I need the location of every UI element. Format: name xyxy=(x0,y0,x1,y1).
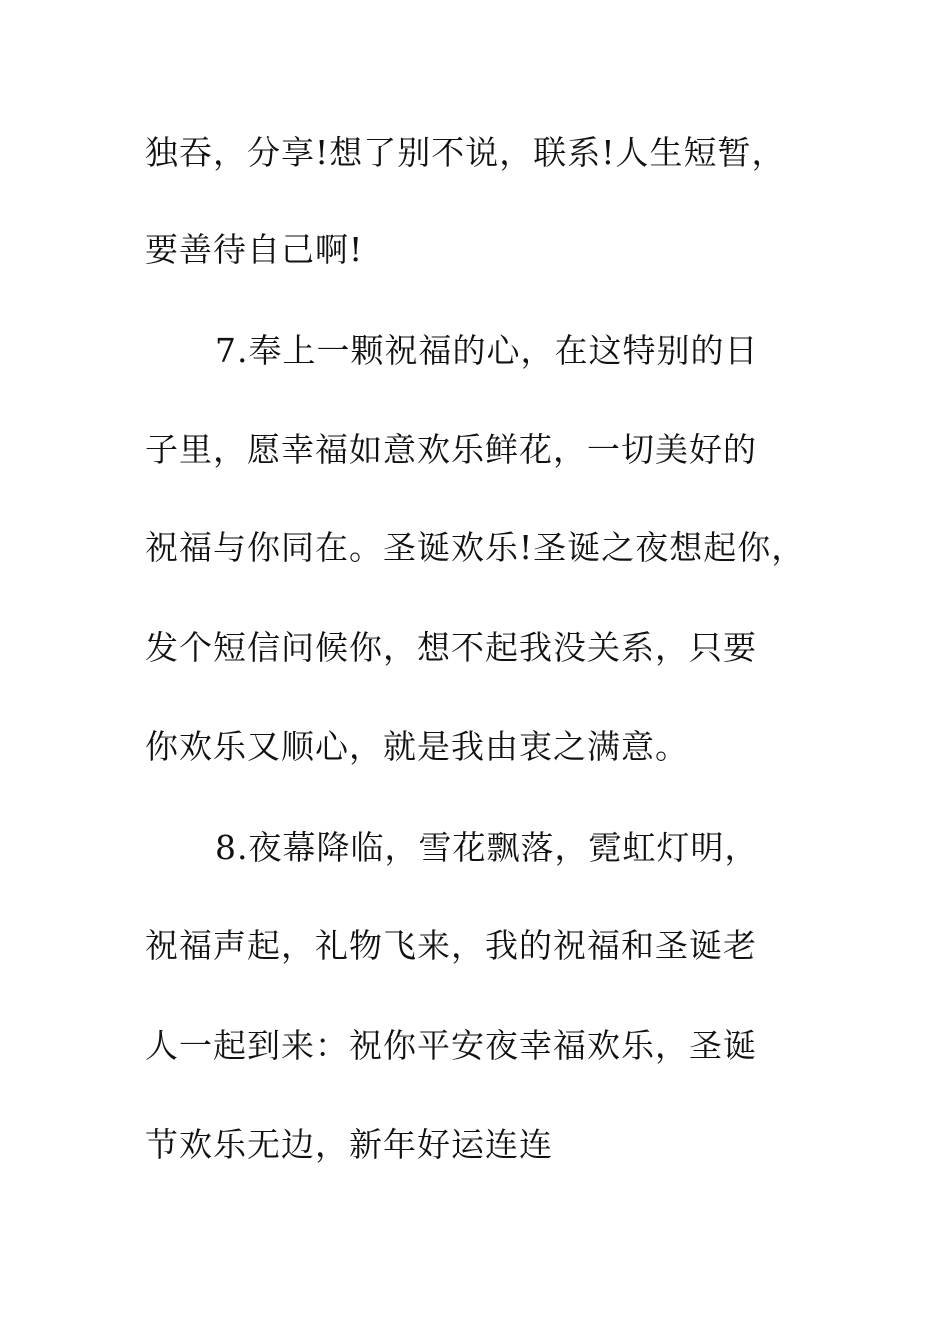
text-line: 子里，愿幸福如意欢乐鲜花，一切美好的 xyxy=(145,430,757,469)
text-line: 人一起到来：祝你平安夜幸福欢乐，圣诞 xyxy=(145,1026,757,1065)
text-line: 独吞，分享!想了别不说，联系!人生短暂， xyxy=(145,133,786,172)
text-line: 节欢乐无边，新年好运连连 xyxy=(145,1125,553,1164)
text-line: 你欢乐又顺心，就是我由衷之满意。 xyxy=(145,727,689,766)
paragraph-8-start: 8.夜幕降临，雪花飘落，霓虹灯明， xyxy=(215,828,759,867)
text-line: 祝福与你同在。圣诞欢乐!圣诞之夜想起你， xyxy=(145,528,806,567)
text-line: 祝福声起，礼物飞来，我的祝福和圣诞老 xyxy=(145,926,757,965)
text-line: 发个短信问候你，想不起我没关系，只要 xyxy=(145,628,757,667)
text-line: 要善待自己啊! xyxy=(145,230,364,269)
paragraph-7-start: 7.奉上一颗祝福的心，在这特别的日 xyxy=(215,331,759,370)
